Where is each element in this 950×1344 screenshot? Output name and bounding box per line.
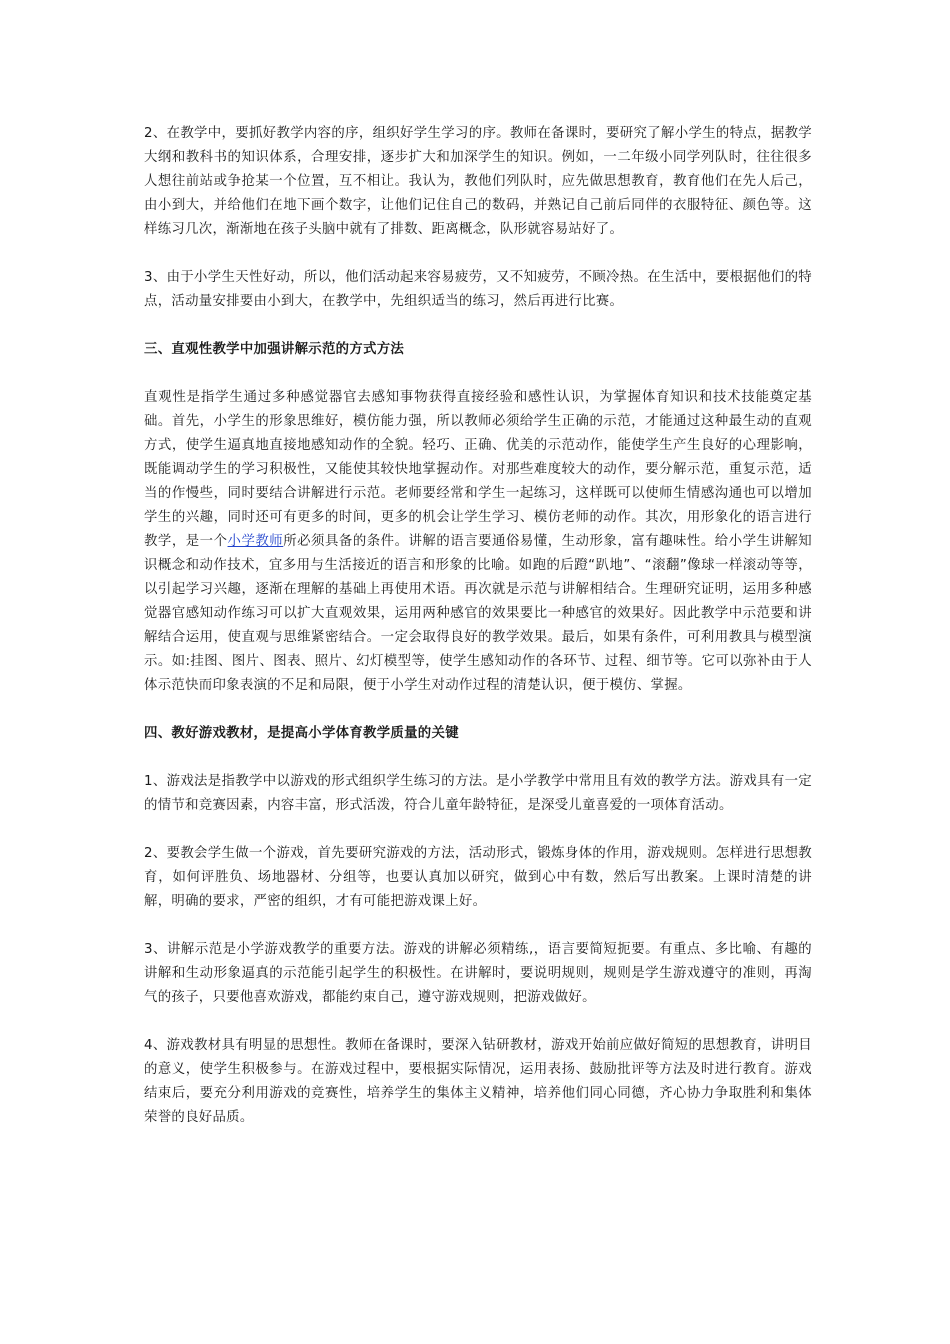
document-page bbox=[144, 122, 812, 1130]
paragraph-gap bbox=[144, 914, 812, 938]
paragraph-activity-load: 3、由于小学生天性好动，所以，他们活动起来容易疲劳，又不知疲劳，不顾冷热。在生活中，要根据他们的特点，活动量安排要由小到大，在教学中，先组织适当的练习，然后再进行比赛。 bbox=[144, 270, 812, 309]
paragraph-gap bbox=[144, 242, 812, 266]
section-heading-3: 三、直观性教学中加强讲解示范的方式方法 bbox=[144, 342, 405, 357]
paragraph-text-before-link: 直观性是指学生通过多种感觉器官去感知事物获得直接经验和感性认识，为掌握体育知识和技术技能奠定基础。首先，小学生的形象思维好，模仿能力强，所以教师必须给学生正确的示范，才能通过这种最生动的直观方式，使学生逼真地直接地感知动作的全貌。轻巧、正确、优美的示范动作，能使学生产生良好的心理影响，既能调动学生的学习积极性，又能使其较快地掌握动作。对那些难度较大的动作，要分解示范，重复示范，适当的作慢些，同时要结合讲解进行示范。老师要经常和学生一起练习，这样既可以使师生情感沟通也可以增加学生的兴趣，同时还可有更多的时间，更多的机会让学生学习、模仿老师的动作。其次，用形象化的语言进行教学，是一个 bbox=[144, 390, 812, 549]
paragraph-text-after-link: 所必须具备的条件。讲解的语言要通俗易懂，生动形象，富有趣味性。给小学生讲解知识概念和动作技术，宜多用与生活接近的语言和形象的比喻。如跑的后蹬“趴地”、“滚翻”像球一样滚动等等，以引起学习兴趣，逐渐在理解的基础上再使用术语。再次就是示范与讲解相结合。生理研究证明，运用多种感觉器官感知动作练习可以扩大直观效果，运用两种感官的效果要比一种感官的效果好。因此教学中示范要和讲解结合运用，使直观与思维紧密结合。一定会取得良好的教学效果。最后，如果有条件，可利用教具与模型演示。如:挂图、图片、图表、照片、幻灯模型等，使学生感知动作的各环节、过程、细节等。它可以弥补由于人体示范快而印象表演的不足和局限，便于小学生对动作过程的清楚认识，便于模仿、掌握。 bbox=[144, 534, 812, 693]
primary-teacher-link[interactable]: 小学教师 bbox=[227, 534, 284, 549]
paragraph-gap bbox=[144, 746, 812, 770]
paragraph-game-method: 1、游戏法是指教学中以游戏的形式组织学生练习的方法。是小学教学中常用且有效的教学方法。游戏具有一定的情节和竞赛因素，内容丰富，形式活泼，符合儿童年龄特征，是深受儿童喜爱的一项体育活动。 bbox=[144, 774, 812, 813]
section-heading-4: 四、教好游戏教材，是提高小学体育教学质量的关键 bbox=[144, 726, 459, 741]
paragraph-gap bbox=[144, 818, 812, 842]
paragraph-game-demonstration: 3、讲解示范是小学游戏教学的重要方法。游戏的讲解必须精练,，语言要简短扼要。有重点、多比喻、有趣的讲解和生动形象逼真的示范能引起学生的积极性。在讲解时，要说明规则，规则是学生游戏遵守的准则，再淘气的孩子，只要他喜欢游戏，都能约束自己，遵守游戏规则，把游戏做好。 bbox=[144, 942, 812, 1005]
paragraph-gap bbox=[144, 1010, 812, 1034]
paragraph-lineup-order: 2、在教学中，要抓好教学内容的序，组织好学生学习的序。教师在备课时，要研究了解小学生的特点，据教学大纲和教科书的知识体系，合理安排，逐步扩大和加深学生的知识。例如，一二年级小同学列队时，往往很多人想往前站或争抢某一个位置，互不相让。我认为，教他们列队时，应先做思想教育，教育他们在先人后己，由小到大，并给他们在地下画个数字，让他们记住自己的数码，并熟记自己前后同伴的衣服特征、颜色等。这样练习几次，渐渐地在孩子头脑中就有了排数、距离概念，队形就容易站好了。 bbox=[144, 126, 812, 237]
paragraph-game-preparation: 2、要教会学生做一个游戏，首先要研究游戏的方法，活动形式，锻炼身体的作用，游戏规则。怎样进行思想教育，如何评胜负、场地器材、分组等，也要认真加以研究，做到心中有数，然后写出教案。上课时清楚的讲解，明确的要求，严密的组织，才有可能把游戏课上好。 bbox=[144, 846, 812, 909]
paragraph-game-ideology: 4、游戏教材具有明显的思想性。教师在备课时，要深入钻研教材，游戏开始前应做好简短的思想教育，讲明目的意义，使学生积极参与。在游戏过程中，要根据实际情况，运用表扬、鼓励批评等方法及时进行教育。游戏结束后，要充分利用游戏的竞赛性，培养学生的集体主义精神，培养他们同心同德，齐心协力争取胜利和集体荣誉的良好品质。 bbox=[144, 1038, 812, 1125]
paragraph-gap bbox=[144, 362, 812, 386]
paragraph-visual-teaching bbox=[144, 386, 812, 698]
paragraph-gap bbox=[144, 698, 812, 722]
paragraph-gap bbox=[144, 314, 812, 338]
